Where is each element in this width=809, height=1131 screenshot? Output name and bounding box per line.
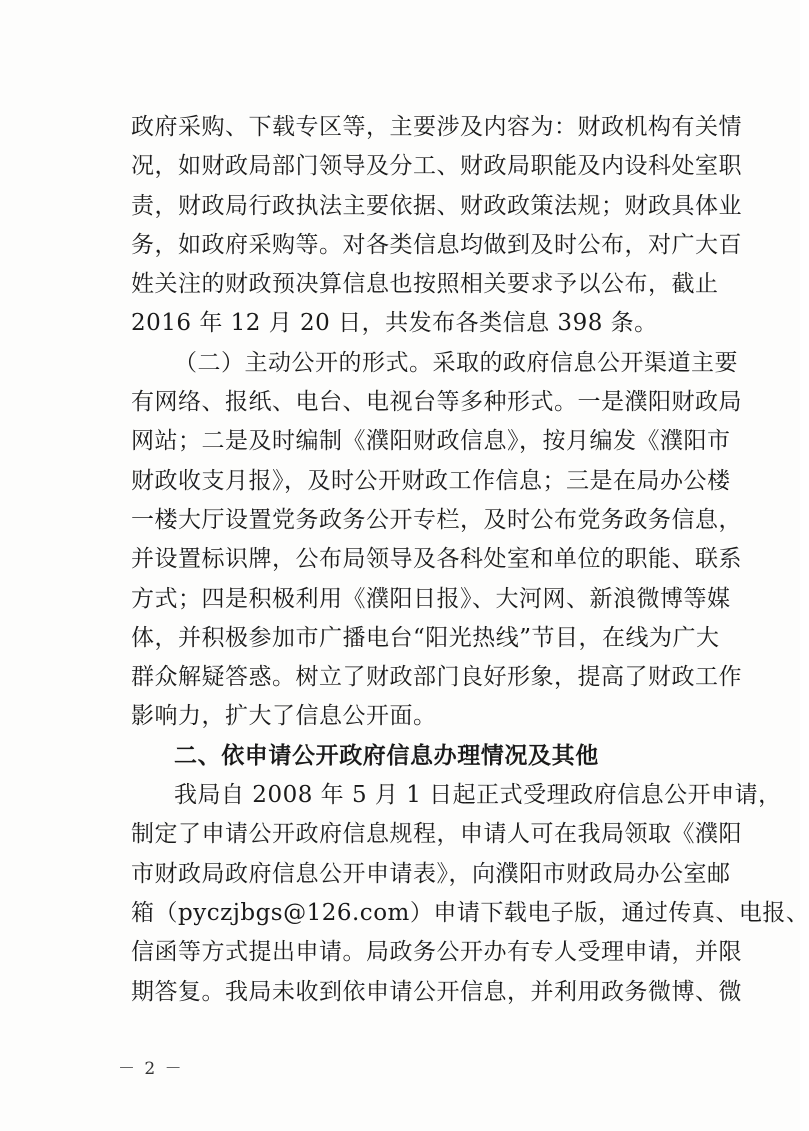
paragraph-line: 我局自 2008 年 5 月 1 日起正式受理政府信息公开申请，: [174, 782, 782, 809]
paragraph-line: 务，如政府采购等。对各类信息均做到及时公布，对广大百: [131, 231, 742, 258]
paragraph-line: 期答复。我局未收到依申请公开信息，并利用政务微博、微: [131, 978, 742, 1005]
paragraph-line: （二）主动公开的形式。采取的政府信息公开渠道主要: [174, 349, 738, 376]
paragraph-line: 市财政局政府信息公开申请表》，向濮阳市财政局办公室邮: [131, 860, 731, 887]
paragraph-line: 一楼大厅设置党务政务公开专栏，及时公布党务政务信息，: [131, 506, 742, 533]
paragraph-line: 制定了申请公开政府信息规程，申请人可在我局领取《濮阳: [131, 821, 742, 848]
paragraph-line: 责，财政局行政执法主要依据、财政政策法规；财政具体业: [131, 192, 742, 219]
paragraph-line: 并设置标识牌，公布局领导及各科处室和单位的职能、联系: [131, 546, 742, 573]
paragraph-line: 网站；二是及时编制《濮阳财政信息》，按月编发《濮阳市: [131, 428, 731, 455]
paragraph-line: 群众解疑答惑。树立了财政部门良好形象，提高了财政工作: [131, 664, 742, 691]
page-number: － 2 －: [118, 1059, 184, 1079]
paragraph-line: 有网络、报纸、电台、电视台等多种形式。一是濮阳财政局: [131, 389, 742, 416]
paragraph-line: 2016 年 12 月 20 日，共发布各类信息 398 条。: [131, 310, 658, 337]
paragraph-line: 体，并积极参加市广播电台“阳光热线”节目，在线为广大: [131, 624, 720, 651]
section-heading: 二、依申请公开政府信息办理情况及其他: [174, 742, 599, 769]
paragraph-line: 方式；四是积极利用《濮阳日报》、大河网、新浪微博等媒: [131, 585, 731, 612]
paragraph-line: 信函等方式提出申请。局政务公开办有专人受理申请，并限: [131, 939, 742, 966]
body-text: [131, 108, 809, 1012]
paragraph-line: 况，如财政局部门领导及分工、财政局职能及内设科处室职: [131, 153, 742, 180]
paragraph-line: 影响力，扩大了信息公开面。: [131, 703, 437, 730]
paragraph-line: 财政收支月报》，及时公开财政工作信息；三是在局办公楼: [131, 467, 731, 494]
paragraph-line: 箱（pyczjbgs@126.com）申请下载电子版，通过传真、电报、: [131, 899, 809, 926]
paragraph-line: 政府采购、下载专区等，主要涉及内容为：财政机构有关情: [131, 114, 742, 140]
paragraph-line: 姓关注的财政预决算信息也按照相关要求予以公布，截止: [131, 271, 719, 298]
